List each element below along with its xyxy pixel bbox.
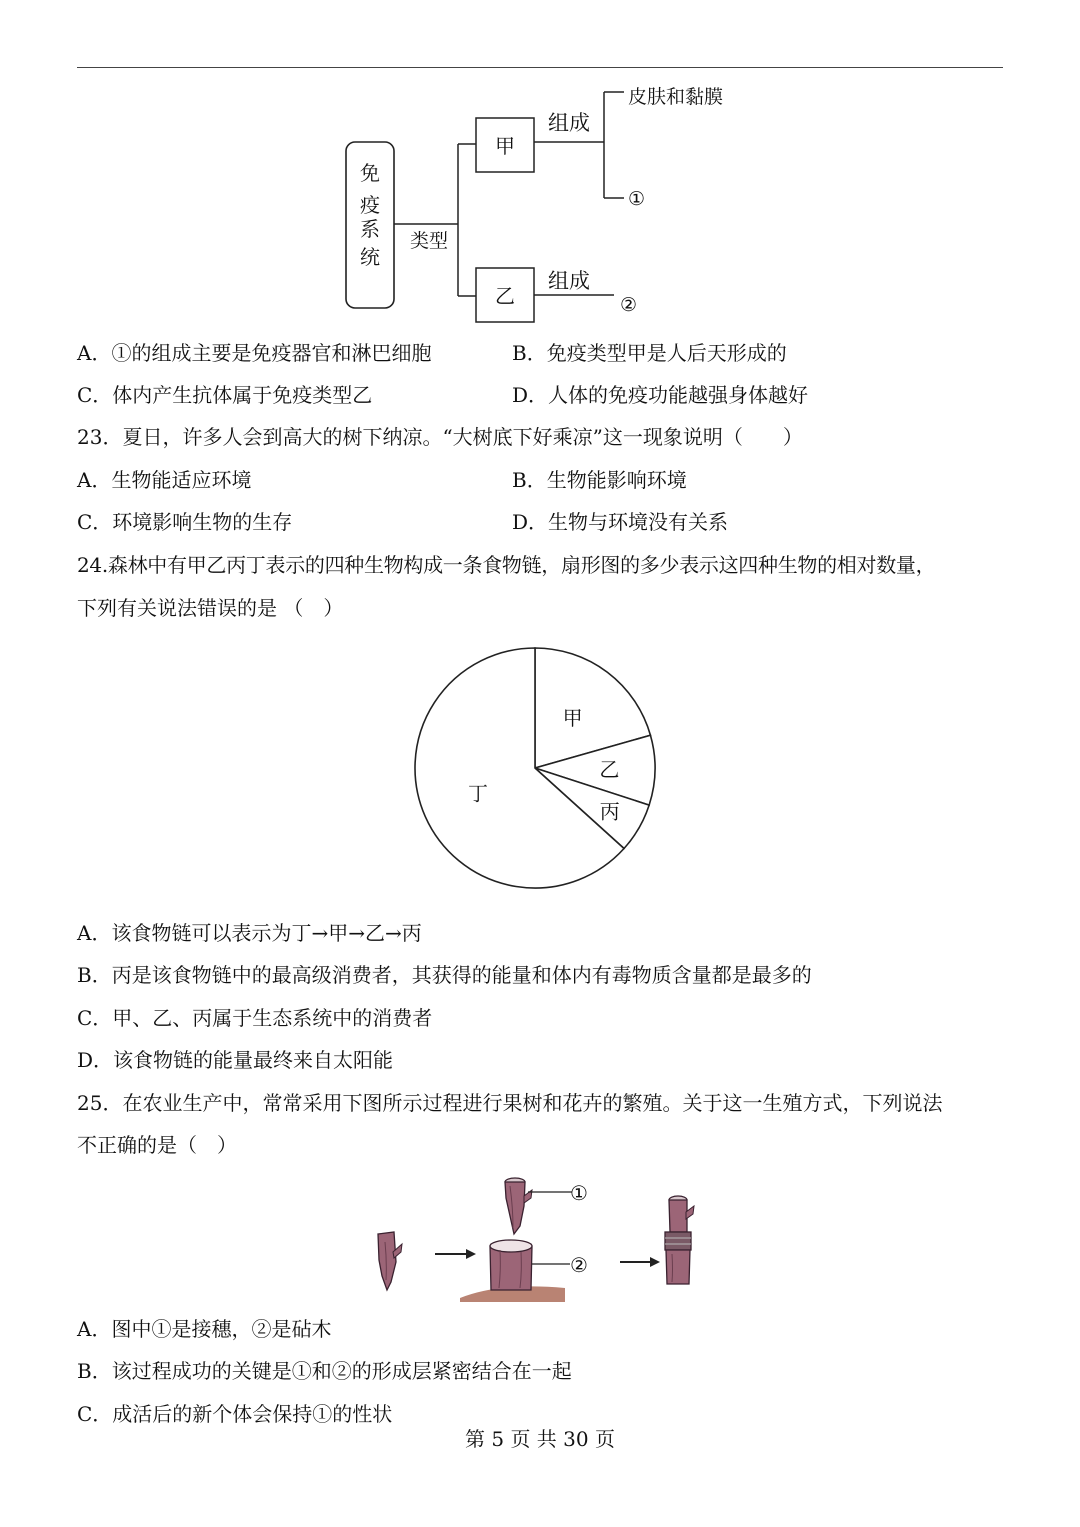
box-a-label: 甲 bbox=[495, 134, 515, 158]
q23-option-c: C．环境影响生物的生存 bbox=[77, 510, 293, 534]
food-chain-pie-chart bbox=[410, 640, 670, 896]
q25-stem-line2: 不正确的是（ ） bbox=[77, 1133, 237, 1157]
pie-slice-label: 丁 bbox=[467, 781, 488, 806]
skin-mucosa-label: 皮肤和黏膜 bbox=[628, 86, 724, 108]
root-char: 系 bbox=[360, 217, 380, 241]
immune-system-diagram bbox=[330, 78, 750, 328]
label-1: ① bbox=[570, 1181, 588, 1205]
header-rule bbox=[77, 67, 1003, 68]
pie-slice-label: 乙 bbox=[599, 757, 620, 782]
stock-2-illustration bbox=[460, 1240, 565, 1302]
pie-slice-label: 丙 bbox=[599, 799, 620, 824]
q23-stem: 23．夏日，许多人会到高大的树下纳凉。“大树底下好乘凉”这一现象说明（ ） bbox=[77, 425, 803, 449]
root-char: 统 bbox=[360, 245, 380, 269]
grafted-plant-illustration bbox=[665, 1196, 694, 1284]
q24-stem-line2: 下列有关说法错误的是 （ ） bbox=[77, 596, 344, 620]
q23-option-a: A．生物能适应环境 bbox=[77, 468, 252, 492]
q24-option-a: A．该食物链可以表示为丁→甲→乙→丙 bbox=[77, 921, 422, 945]
compose-a-label: 组成 bbox=[548, 111, 590, 135]
box-b-label: 乙 bbox=[495, 284, 515, 308]
compose-b-label: 组成 bbox=[548, 269, 590, 293]
arrow-1 bbox=[435, 1249, 476, 1259]
q25-stem-line1: 25．在农业生产中，常常采用下图所示过程进行果树和花卉的繁殖。关于这一生殖方式，下列说法 bbox=[77, 1091, 943, 1115]
q24-option-b: B．丙是该食物链中的最高级消费者，其获得的能量和体内有毒物质含量都是最多的 bbox=[77, 963, 812, 987]
root-char: 免 bbox=[360, 161, 380, 185]
q24-option-c: C．甲、乙、丙属于生态系统中的消费者 bbox=[77, 1006, 433, 1030]
type-label: 类型 bbox=[409, 230, 449, 252]
item-1-label: ① bbox=[628, 188, 646, 210]
page-footer: 第 5 页 共 30 页 bbox=[465, 1427, 615, 1451]
label-2: ② bbox=[570, 1253, 588, 1277]
q22-option-a: A．①的组成主要是免疫器官和淋巴细胞 bbox=[77, 341, 432, 365]
pie-slice-label: 甲 bbox=[562, 706, 583, 731]
q24-option-d: D．该食物链的能量最终来自太阳能 bbox=[77, 1048, 394, 1072]
grafting-diagram bbox=[360, 1172, 720, 1307]
scion-left-illustration bbox=[378, 1232, 402, 1290]
q22-option-b: B．免疫类型甲是人后天形成的 bbox=[512, 341, 787, 365]
q25-option-c: C．成活后的新个体会保持①的性状 bbox=[77, 1402, 393, 1426]
arrow-2 bbox=[620, 1257, 660, 1267]
q25-option-b: B．该过程成功的关键是①和②的形成层紧密结合在一起 bbox=[77, 1359, 572, 1383]
root-char: 疫 bbox=[360, 193, 380, 217]
q22-option-c: C．体内产生抗体属于免疫类型乙 bbox=[77, 383, 373, 407]
q25-option-a: A．图中①是接穗，②是砧木 bbox=[77, 1317, 332, 1341]
q23-option-d: D．生物与环境没有关系 bbox=[512, 510, 729, 534]
q24-stem-line1: 24.森林中有甲乙丙丁表示的四种生物构成一条食物链，扇形图的多少表示这四种生物的相对数量， bbox=[77, 553, 936, 577]
q23-option-b: B．生物能影响环境 bbox=[512, 468, 687, 492]
scion-1-illustration bbox=[505, 1178, 532, 1234]
item-2-label: ② bbox=[620, 294, 638, 316]
q22-option-d: D．人体的免疫功能越强身体越好 bbox=[512, 383, 809, 407]
